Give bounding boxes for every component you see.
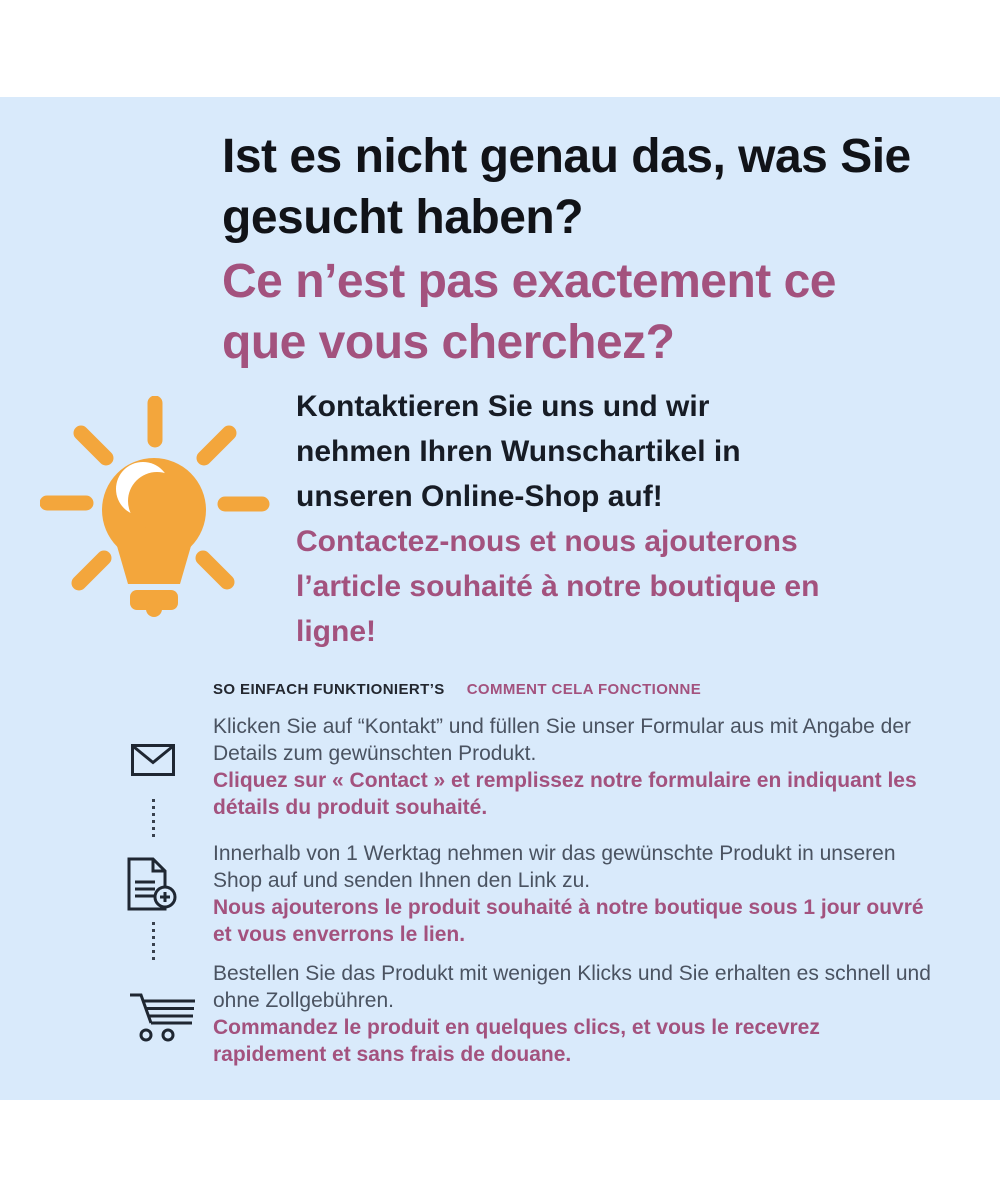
envelope-icon — [131, 744, 175, 776]
intro-french: Contactez-nous et nous ajouterons l’article souhaité à notre boutique en ligne! — [296, 525, 820, 648]
how-it-works-title-french: COMMENT CELA FONCTIONNE — [466, 681, 702, 698]
step-3-text-german: Bestellen Sie das Produkt mit wenigen Klicks und Sie erhalten es schnell und ohne Zollgebühren. — [213, 962, 931, 1012]
step-3 — [213, 960, 935, 1068]
step-2-text-german: Innerhalb von 1 Werktag nehmen wir das gewünschte Produkt in unseren Shop auf und senden Ihnen den Link zu. — [213, 842, 896, 892]
step-1-text-french: Cliquez sur « Contact » et remplissez notre formulaire en indiquant les détails du produit souhaité. — [213, 769, 917, 819]
intro-text-block — [296, 384, 874, 654]
lightbulb-icon — [40, 396, 270, 621]
intro-german: Kontaktieren Sie uns und wir nehmen Ihren Wunschartikel in unseren Online-Shop auf! — [296, 390, 741, 513]
dotted-vertical-line — [152, 799, 155, 841]
document-add-icon — [127, 857, 179, 913]
step-3-text-french: Commandez le produit en quelques clics, et vous le recevrez rapidement et sans frais de douane. — [213, 1016, 820, 1066]
step-2 — [213, 840, 935, 948]
dotted-vertical-line — [152, 922, 155, 964]
how-it-works-title-german: SO EINFACH FUNKTIONIERT’S — [213, 681, 445, 698]
step-1 — [213, 713, 935, 821]
shopping-cart-icon — [126, 990, 198, 1042]
step-2-text-french: Nous ajouterons le produit souhaité à notre boutique sous 1 jour ouvré et vous enverrons le lien. — [213, 896, 924, 946]
headline-german: Ist es nicht genau das, was Sie gesucht haben? — [222, 130, 911, 244]
how-it-works-header — [213, 681, 701, 698]
step-1-text-german: Klicken Sie auf “Kontakt” und füllen Sie unser Formular aus mit Angabe der Details zum gewünschten Produkt. — [213, 715, 912, 765]
headline-french: Ce n’est pas exactement ce que vous cherchez? — [222, 255, 836, 369]
